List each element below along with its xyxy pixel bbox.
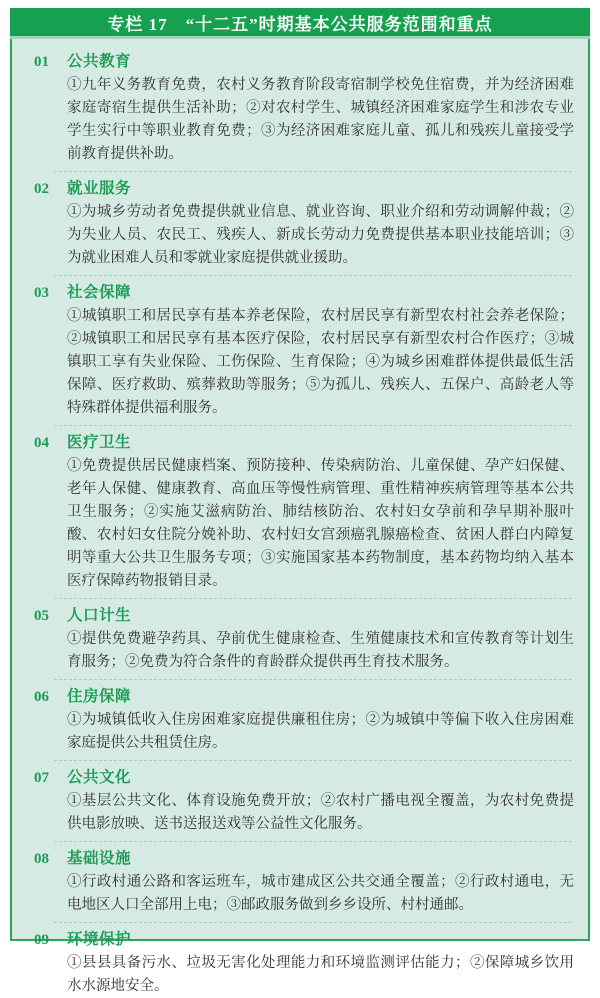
section-title: 公共文化 [67,769,132,786]
section-heading-row [12,430,588,455]
section-title: 基础设施 [67,850,132,867]
section-heading-row [12,846,588,871]
section-divider [54,425,572,426]
section-title: 医疗卫生 [67,434,132,451]
section-number: 07 [34,770,49,786]
section-divider [54,841,572,842]
service-section [12,603,588,680]
section-number: 03 [34,285,49,301]
section-body-text: ①基层公共文化、体育设施免费开放；②农村广播电视全覆盖，为农村免费提供电影放映、送书送报送戏等公益性文化服务。 [67,793,574,832]
section-divider [54,275,572,276]
service-section [12,49,588,172]
section-heading-row [12,927,588,952]
section-body-text: ①行政村通公路和客运班车，城市建成区公共交通全覆盖；②行政村通电，无电地区人口全部用上电；③邮政服务做到乡乡设所、村村通邮。 [67,874,574,913]
panel-header-bar [10,8,590,39]
section-title: 社会保障 [67,284,132,301]
section-heading-row [12,176,588,201]
section-body-text: ①免费提供居民健康档案、预防接种、传染病防治、儿童保健、孕产妇保健、老年人保健、健康教育、高血压等慢性病管理、重性精神疾病管理等基本公共卫生服务；②实施艾滋病防治、肺结核防治、农村妇女孕前和孕早期补服叶酸、农村妇女住院分娩补助、农村妇女宫颈癌乳腺癌检查、贫困人群白内障复明等重大公共卫生服务专项；③实施国家基本药物制度，基本药物均纳入基本医疗保障药物报销目录。 [67,458,574,589]
section-divider [54,171,572,172]
service-section [12,280,588,426]
section-divider [54,679,572,680]
section-heading-row [12,280,588,305]
section-heading-row [12,684,588,709]
service-section [12,176,588,276]
section-heading-row [12,765,588,790]
service-list-panel [10,39,590,994]
section-body-text: ①提供免费避孕药具、孕前优生健康检查、生殖健康技术和宣传教育等计划生育服务；②免费为符合条件的育龄群众提供再生育技术服务。 [67,631,574,670]
section-title: 就业服务 [67,180,132,197]
section-heading-row [12,603,588,628]
section-body-text: ①为城镇低收入住房困难家庭提供廉租住房；②为城镇中等偏下收入住房困难家庭提供公共租赁住房。 [67,712,574,751]
section-divider [54,922,572,923]
service-section [12,430,588,599]
section-title: 环境保护 [67,931,132,948]
section-body-text: ①为城乡劳动者免费提供就业信息、就业咨询、职业介绍和劳动调解仲裁；②为失业人员、农民工、残疾人、新成长劳动力免费提供基本职业技能培训；③为就业困难人员和零就业家庭提供就业援助。 [67,204,574,266]
service-section [12,684,588,761]
section-number: 05 [34,608,49,624]
section-title: 人口计生 [67,607,132,624]
section-body-text: ①城镇职工和居民享有基本养老保险，农村居民享有新型农村社会养老保险；②城镇职工和居民享有基本医疗保险，农村居民享有新型农村合作医疗；③城镇职工享有失业保险、工伤保险、生育保险；④为城乡困难群体提供最低生活保障、医疗救助、殡葬救助等服务；⑤为孤儿、残疾人、五保户、高龄老人等特殊群体提供福利服务。 [67,308,574,416]
section-number: 04 [34,435,49,451]
section-number: 02 [34,181,49,197]
section-title: 公共教育 [67,53,132,70]
service-section [12,765,588,842]
service-section [12,927,588,998]
document-page [0,8,600,994]
section-title: 住房保障 [67,688,132,705]
sections [12,49,588,998]
section-divider [54,598,572,599]
section-number: 09 [34,932,49,948]
section-body-text: ①九年义务教育免费，农村义务教育阶段寄宿制学校免住宿费，并为经济困难家庭寄宿生提供生活补助；②对农村学生、城镇经济困难家庭学生和涉农专业学生实行中等职业教育免费；③为经济困难家庭儿童、孤儿和残疾儿童接受学前教育提供补助。 [67,77,574,162]
section-body-text: ①县县具备污水、垃圾无害化处理能力和环境监测评估能力；②保障城乡饮用水水源地安全。 [67,955,574,994]
section-number: 08 [34,851,49,867]
service-section [12,846,588,923]
section-number: 01 [34,54,49,70]
section-heading-row [12,49,588,74]
section-divider [54,760,572,761]
panel-title: 专栏 17 “十二五”时期基本公共服务范围和重点 [107,14,493,34]
section-number: 06 [34,689,49,705]
